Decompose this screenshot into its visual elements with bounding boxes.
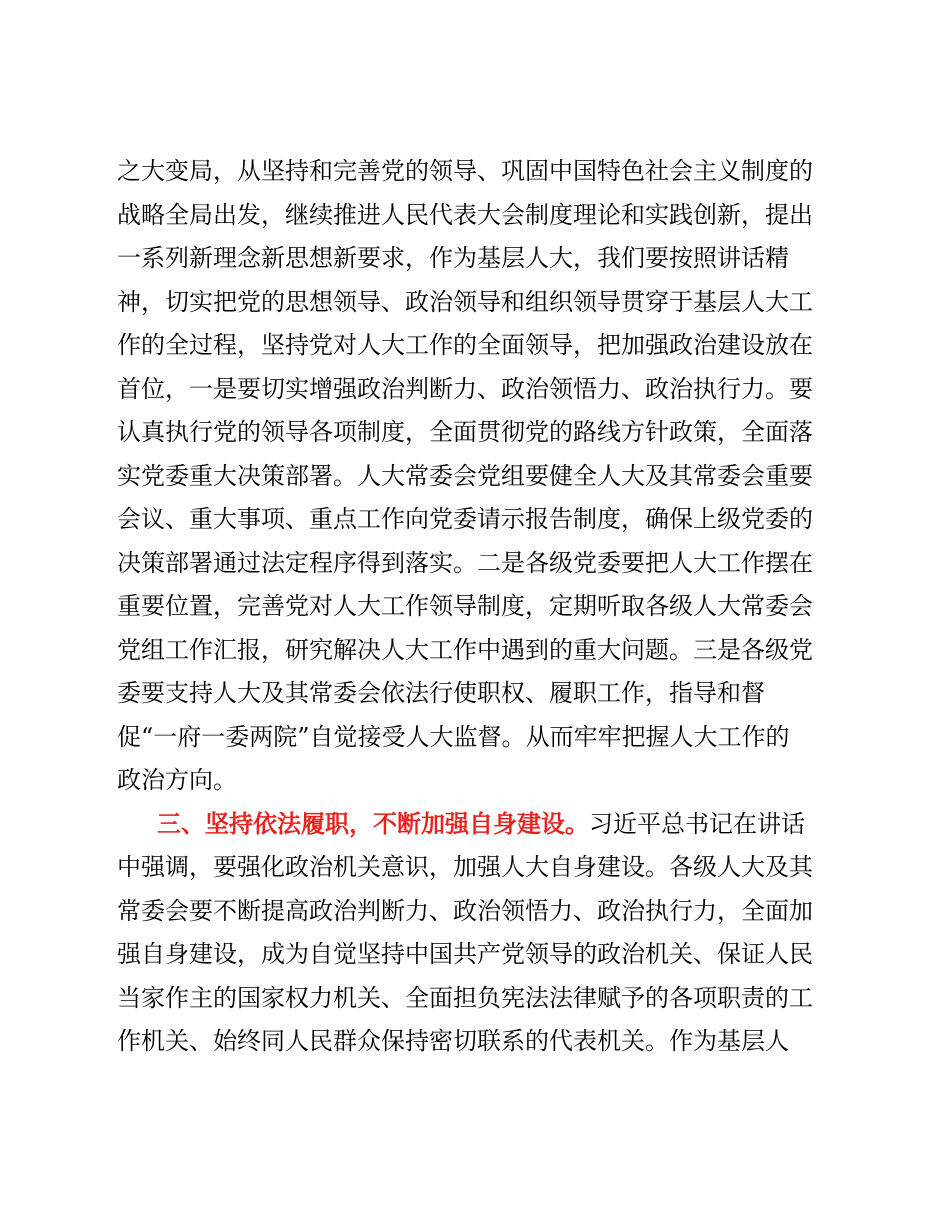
- text-line: 实党委重大决策部署。人大常委会党组要健全人大及其常委会重要: [117, 461, 813, 490]
- section-heading: 三、坚持依法履职，不断加强自身建设。: [157, 809, 589, 838]
- text-line: 中强调，要强化政治机关意识，加强人大自身建设。各级人大及其: [117, 853, 813, 881]
- text-line: 常委会要不断提高政治判断力、政治领悟力、政治执行力，全面加: [117, 896, 813, 925]
- text-line: 首位，一是要切实增强政治判断力、政治领悟力、政治执行力。要: [117, 374, 813, 403]
- text-line: 重要位置，完善党对人大工作领导制度，定期听取各级人大常委会: [117, 592, 813, 620]
- text-line: 认真执行党的领导各项制度，全面贯彻党的路线方针政策，全面落: [117, 418, 813, 446]
- text-line: 作的全过程，坚持党对人大工作的全面领导，把加强政治建设放在: [117, 331, 813, 359]
- paragraph-1: [117, 150, 837, 803]
- text-line: 政治方向。: [117, 766, 237, 794]
- text-line: 一系列新理念新思想新要求，作为基层人大，我们要按照讲话精: [117, 244, 789, 272]
- heading-line-rest: 习近平总书记在讲话: [589, 809, 805, 838]
- text-line: 强自身建设，成为自觉坚持中国共产党领导的政治机关、保证人民: [117, 940, 813, 968]
- body-text: [117, 150, 837, 1064]
- text-line: 促“一府一委两院”自觉接受人大监督。从而牢牢把握人大工作的: [117, 722, 790, 751]
- text-line-with-heading: [117, 803, 837, 847]
- text-line: 战略全局出发，继续推进人民代表大会制度理论和实践创新，提出: [117, 200, 813, 229]
- text-line: 神，切实把党的思想领导、政治领导和组织领导贯穿于基层人大工: [117, 287, 813, 316]
- text-line: 党组工作汇报，研究解决人大工作中遇到的重大问题。三是各级党: [117, 635, 813, 664]
- text-line: 之大变局，从坚持和完善党的领导、巩固中国特色社会主义制度的: [117, 157, 813, 185]
- text-line: 决策部署通过法定程序得到落实。二是各级党委要把人大工作摆在: [117, 548, 813, 577]
- text-line: 作机关、始终同人民群众保持密切联系的代表机关。作为基层人: [117, 1027, 789, 1055]
- text-line: 当家作主的国家权力机关、全面担负宪法法律赋予的各项职责的工: [117, 983, 813, 1012]
- text-line: 会议、重大事项、重点工作向党委请示报告制度，确保上级党委的: [117, 505, 813, 533]
- paragraph-2: [117, 803, 837, 1064]
- text-line: 委要支持人大及其常委会依法行使职权、履职工作，指导和督: [117, 679, 765, 707]
